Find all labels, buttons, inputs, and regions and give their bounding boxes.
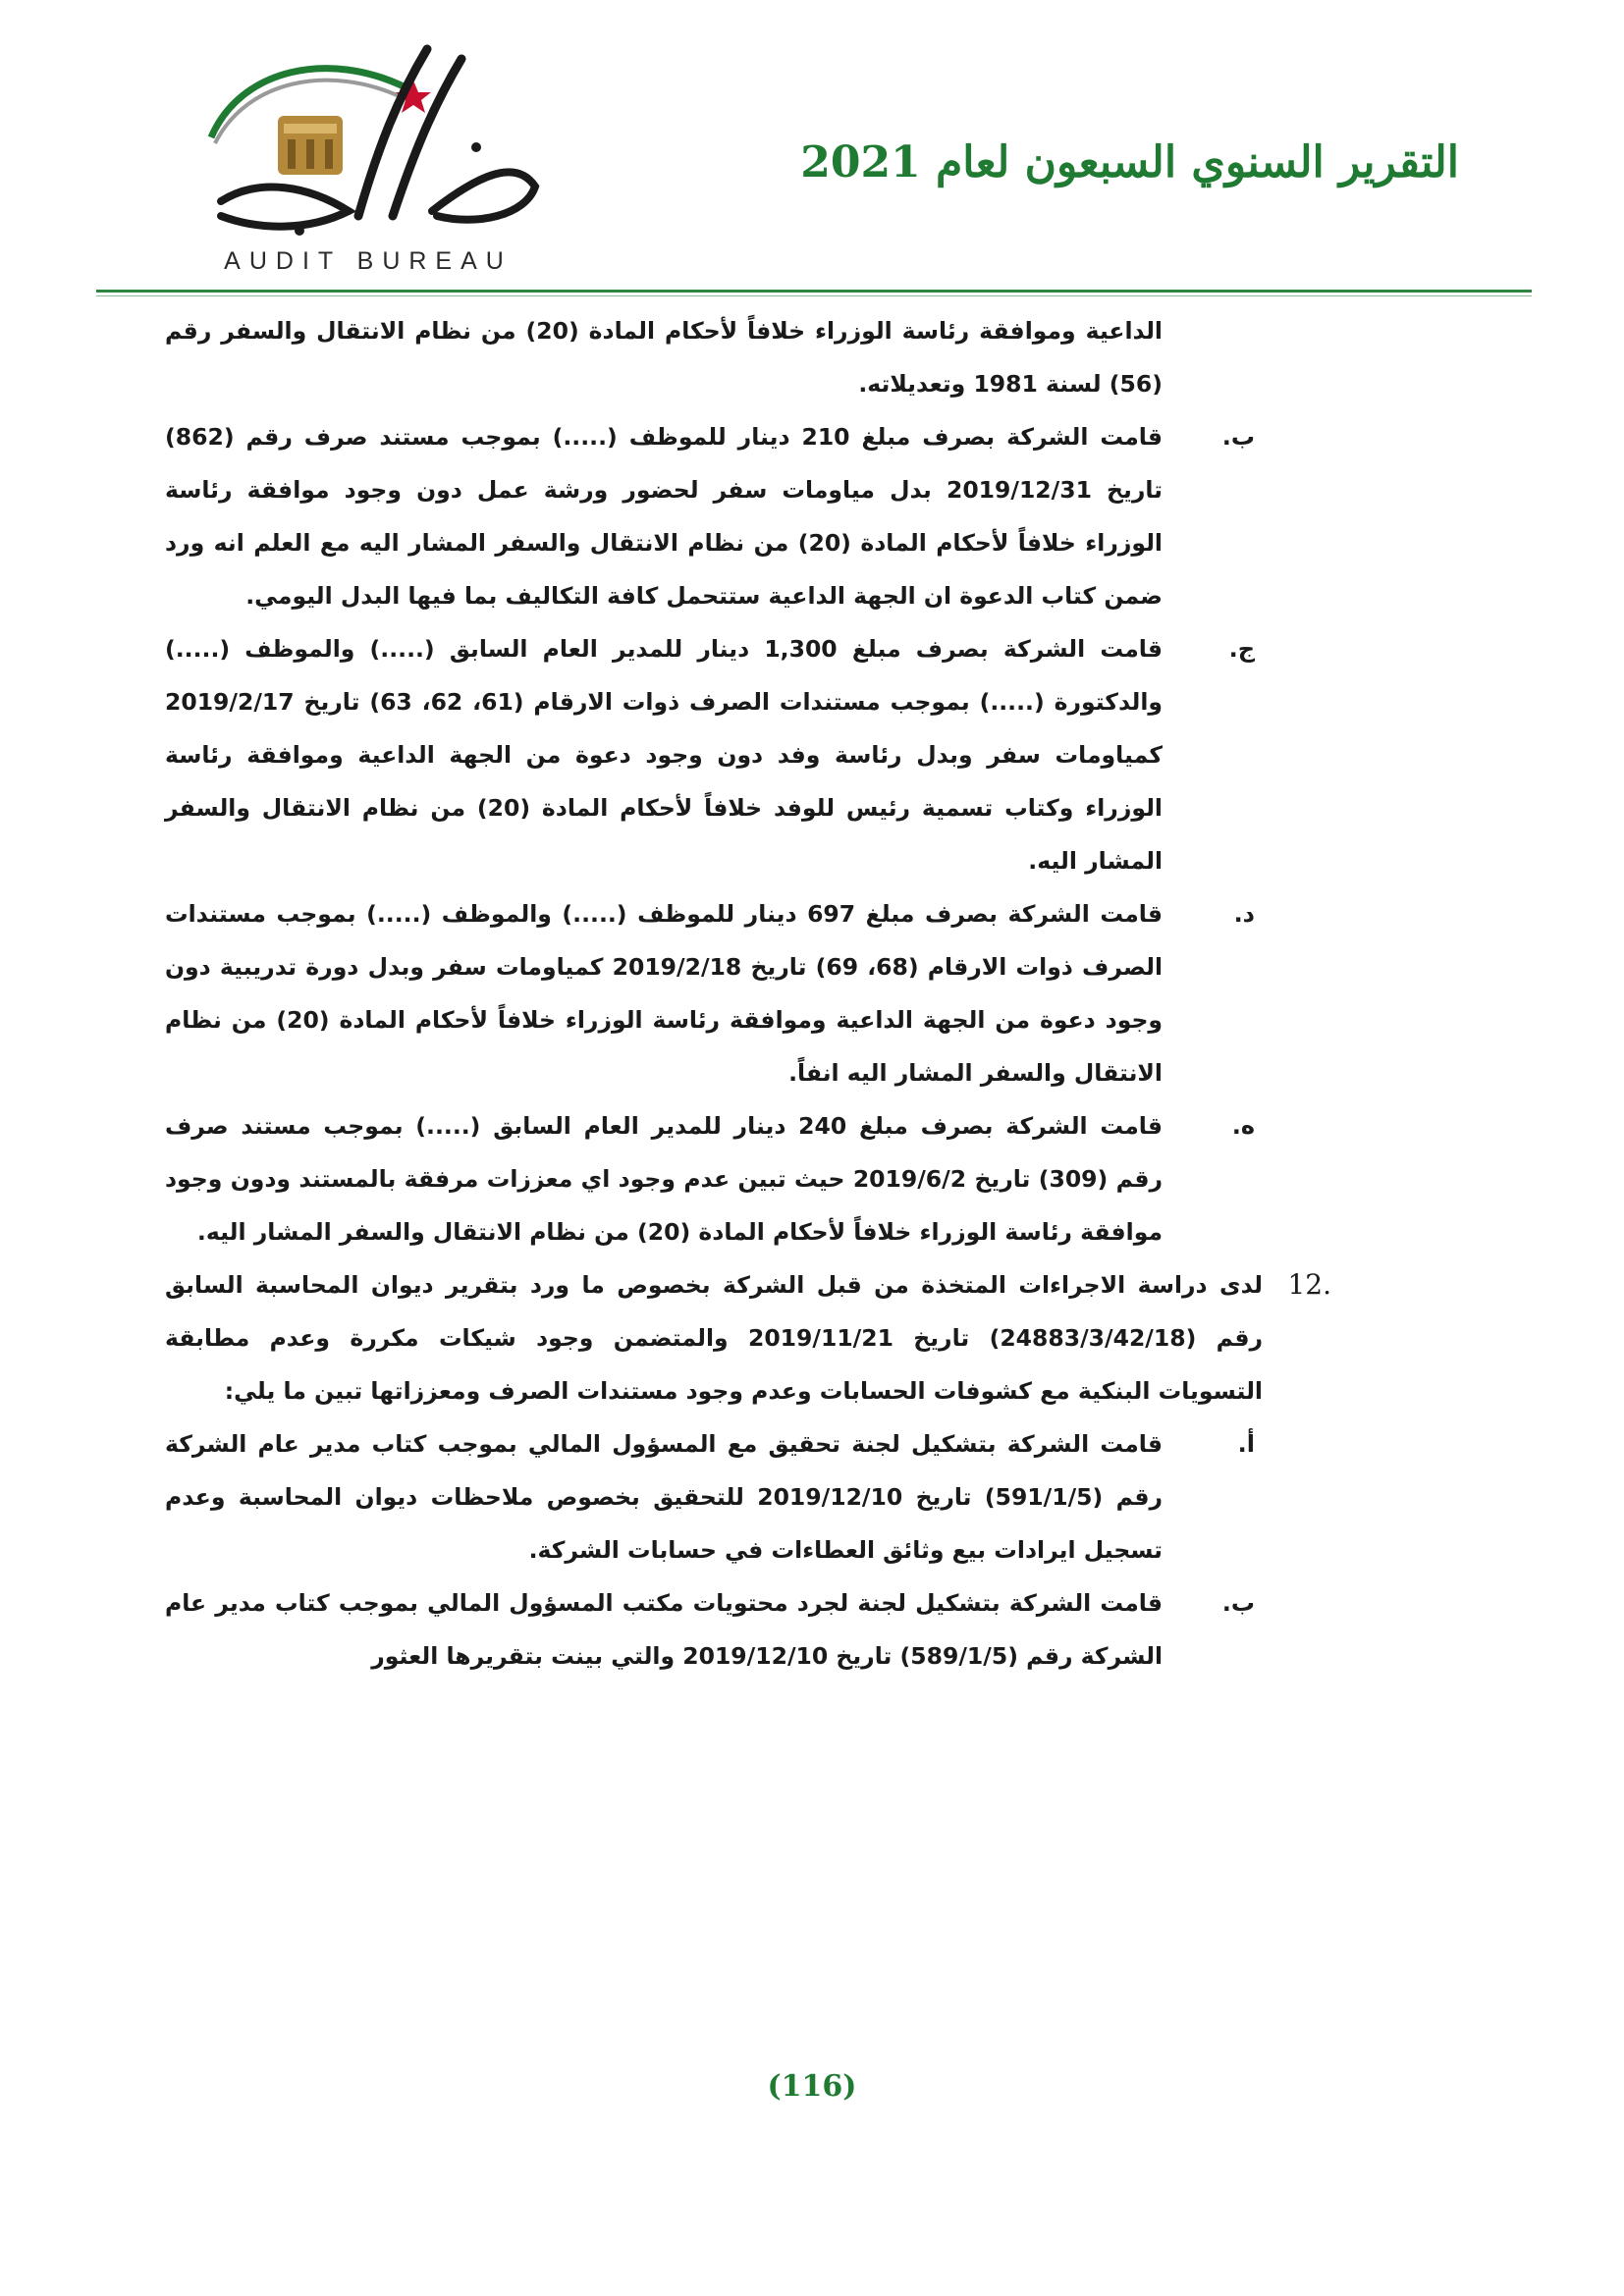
list-item-text: قامت الشركة بتشكيل لجنة لجرد محتويات مكتب المسؤول المالي بموجب كتاب مدير عام الشركة رقم (589/1/5) تاريخ 2019/12/10 والتي بينت بتقريرها العثور: [165, 1589, 1163, 1670]
numbered-paragraph: [165, 1258, 1331, 1417]
report-year: 2021: [800, 137, 921, 187]
logo-latin-text: AUDIT BUREAU: [224, 247, 513, 275]
list-item-marker: ب.: [1221, 1589, 1255, 1617]
paragraph-number: .12: [1287, 1268, 1331, 1301]
list-item-text: قامت الشركة بصرف مبلغ 697 دينار للموظف (.....) والموظف (.....) بموجب مستندات الصرف ذوات الارقام (68، 69) تاريخ 2019/2/18 كمياومات سفر وبدل دورة تدريبية دون وجود دعوة من الجهة الداعية وموافقة رئاسة الوزراء خلافاً لأحكام المادة (20) من نظام الانتقال والسفر المشار اليه انفاً.: [165, 900, 1164, 1087]
list-item: [165, 622, 1263, 887]
list-item-text: قامت الشركة بتشكيل لجنة تحقيق مع المسؤول المالي بموجب كتاب مدير عام الشركة رقم (591/1/5) تاريخ 2019/12/10 للتحقيق بخصوص ملاحظات ديوان المحاسبة وعدم تسجيل ايرادات بيع وثائق العطاءات في حسابات الشركة.: [165, 1430, 1163, 1564]
list-item-text: قامت الشركة بصرف مبلغ 210 دينار للموظف (.....) بموجب مستند صرف رقم (862) تاريخ 2019/12/31 بدل مياومات سفر لحضور ورشة عمل دون وجود موافقة رئاسة الوزراء خلافاً لأحكام المادة (20) من نظام الانتقال والسفر المشار اليه مع العلم انه ورد ضمن كتاب الدعوة ان الجهة الداعية ستتحمل كافة التكاليف بما فيها البدل اليومي.: [165, 423, 1163, 610]
list-item: [165, 1099, 1263, 1258]
list-item-marker: ب.: [1221, 423, 1255, 451]
paragraph-text: لدى دراسة الاجراءات المتخذة من قبل الشركة بخصوص ما ورد بتقرير ديوان المحاسبة السابق رقم (24883/3/42/18) تاريخ 2019/11/21 والمتضمن وجود شيكات مكررة وعدم مطابقة التسويات البنكية مع كشوفات الحسابات وعدم وجود مستندات الصرف ومعززاتها تبين ما يلي:: [165, 1271, 1263, 1405]
page-number: (116): [767, 2069, 857, 2104]
page-header: [0, 0, 1624, 294]
audit-bureau-logo: [182, 29, 555, 275]
header-divider-thin: [96, 295, 1532, 296]
report-title-text: التقرير السنوي السبعون لعام: [936, 137, 1459, 187]
list-item-marker: ه.: [1231, 1112, 1255, 1140]
list-item-text: قامت الشركة بصرف مبلغ 1,300 دينار للمدير العام السابق (.....) والموظف (.....) والدكتورة (.....) بموجب مستندات الصرف ذوات الارقام (61، 62، 63) تاريخ 2019/2/17 كمياومات سفر وبدل رئاسة وفد دون وجود دعوة من الجهة الداعية وموافقة رئاسة الوزراء وكتاب تسمية رئيس للوفد خلافاً لأحكام المادة (20) من نظام الانتقال والسفر المشار اليه.: [165, 635, 1164, 875]
continuation-paragraph: الداعية وموافقة رئاسة الوزراء خلافاً لأحكام المادة (20) من نظام الانتقال والسفر رقم (56) لسنة 1981 وتعديلاته.: [165, 317, 1163, 398]
list-item-marker: أ.: [1237, 1430, 1255, 1458]
header-divider: [96, 290, 1532, 293]
list-item: [165, 1576, 1263, 1682]
list-item-text: قامت الشركة بصرف مبلغ 240 دينار للمدير العام السابق (.....) بموجب مستند صرف رقم (309) تاريخ 2019/6/2 حيث تبين عدم وجود اي معززات مرفقة بالمستند ودون وجود موافقة رئاسة الوزراء خلافاً لأحكام المادة (20) من نظام الانتقال والسفر المشار اليه.: [165, 1112, 1163, 1246]
list-item-marker: د.: [1233, 900, 1255, 928]
logo-emblem-icon: [182, 29, 555, 250]
list-item: [165, 410, 1263, 622]
list-item-marker: ج.: [1228, 635, 1255, 663]
report-title: [800, 137, 1459, 187]
document-body: [165, 304, 1331, 2032]
list-item: [165, 1417, 1263, 1576]
list-item: [165, 887, 1263, 1099]
